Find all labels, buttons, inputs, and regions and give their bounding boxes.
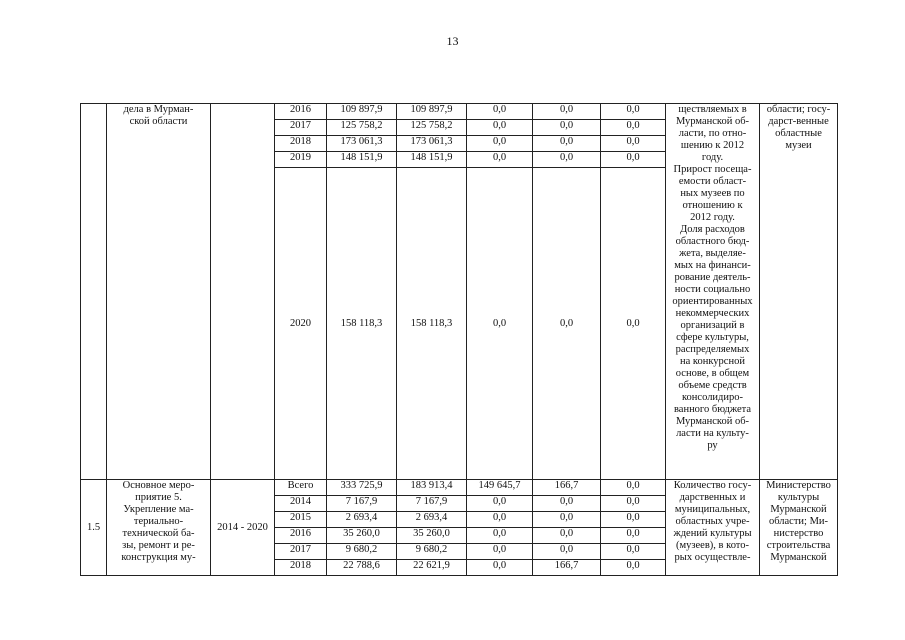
total-cell: 109 897,9 bbox=[327, 104, 397, 120]
regional-budget-cell: 7 167,9 bbox=[397, 496, 467, 512]
year-cell: 2017 bbox=[275, 120, 327, 136]
regional-budget-cell: 173 061,3 bbox=[397, 136, 467, 152]
total-cell: 2 693,4 bbox=[327, 512, 397, 528]
other-sources-cell: 0,0 bbox=[601, 496, 666, 512]
regional-budget-cell: 22 621,9 bbox=[397, 560, 467, 576]
year-cell: 2018 bbox=[275, 136, 327, 152]
item-title-cell: дела в Мурман- ской области bbox=[107, 104, 211, 480]
year-cell: 2016 bbox=[275, 528, 327, 544]
indicators-cell: ществляемых в Мурманской об- ласти, по отно- шению к 2012 году. Прирост посеща- емости област- ных музеев по отношению к 2012 году. Доля расходов областного бюд- жета, выделяе- мых на финанси- рование деятель- ности социально ориентированных некоммерческих организаций в сфере культуры, распределяемых на конкурсной основе, в общем объеме средств консолидиро- ванного бюджета Мурманской об- ласти на культу- ру bbox=[666, 104, 760, 480]
local-budget-cell: 0,0 bbox=[533, 120, 601, 136]
year-cell: 2017 bbox=[275, 544, 327, 560]
period-cell: 2014 - 2020 bbox=[211, 480, 275, 576]
federal-budget-cell: 0,0 bbox=[467, 560, 533, 576]
other-sources-cell: 0,0 bbox=[601, 544, 666, 560]
regional-budget-cell: 2 693,4 bbox=[397, 512, 467, 528]
federal-budget-cell: 0,0 bbox=[467, 152, 533, 168]
total-cell: 333 725,9 bbox=[327, 480, 397, 496]
local-budget-cell: 166,7 bbox=[533, 480, 601, 496]
other-sources-cell: 0,0 bbox=[601, 120, 666, 136]
other-sources-cell: 0,0 bbox=[601, 168, 666, 480]
local-budget-cell: 0,0 bbox=[533, 136, 601, 152]
indicators-cell: Количество госу- дарственных и муниципальных, областных учре- ждений культуры (музеев), в кото- рых осуществле- bbox=[666, 480, 760, 576]
federal-budget-cell: 0,0 bbox=[467, 104, 533, 120]
federal-budget-cell: 0,0 bbox=[467, 512, 533, 528]
table-row bbox=[81, 104, 838, 120]
local-budget-cell: 0,0 bbox=[533, 104, 601, 120]
regional-budget-cell: 9 680,2 bbox=[397, 544, 467, 560]
other-sources-cell: 0,0 bbox=[601, 136, 666, 152]
local-budget-cell: 0,0 bbox=[533, 544, 601, 560]
local-budget-cell: 0,0 bbox=[533, 168, 601, 480]
year-cell: 2020 bbox=[275, 168, 327, 480]
regional-budget-cell: 183 913,4 bbox=[397, 480, 467, 496]
total-cell: 7 167,9 bbox=[327, 496, 397, 512]
federal-budget-cell: 149 645,7 bbox=[467, 480, 533, 496]
year-cell: 2015 bbox=[275, 512, 327, 528]
total-cell: 173 061,3 bbox=[327, 136, 397, 152]
other-sources-cell: 0,0 bbox=[601, 560, 666, 576]
other-sources-cell: 0,0 bbox=[601, 104, 666, 120]
total-cell: 22 788,6 bbox=[327, 560, 397, 576]
regional-budget-cell: 125 758,2 bbox=[397, 120, 467, 136]
total-cell: 35 260,0 bbox=[327, 528, 397, 544]
total-cell: 9 680,2 bbox=[327, 544, 397, 560]
total-cell: 125 758,2 bbox=[327, 120, 397, 136]
regional-budget-cell: 109 897,9 bbox=[397, 104, 467, 120]
year-cell: 2019 bbox=[275, 152, 327, 168]
period-cell bbox=[211, 104, 275, 480]
local-budget-cell: 166,7 bbox=[533, 560, 601, 576]
other-sources-cell: 0,0 bbox=[601, 512, 666, 528]
regional-budget-cell: 158 118,3 bbox=[397, 168, 467, 480]
item-number-cell: 1.5 bbox=[81, 480, 107, 576]
local-budget-cell: 0,0 bbox=[533, 152, 601, 168]
local-budget-cell: 0,0 bbox=[533, 496, 601, 512]
other-sources-cell: 0,0 bbox=[601, 480, 666, 496]
page-number: 13 bbox=[446, 34, 459, 48]
total-cell: 148 151,9 bbox=[327, 152, 397, 168]
year-cell: 2016 bbox=[275, 104, 327, 120]
year-cell: 2014 bbox=[275, 496, 327, 512]
year-cell: 2018 bbox=[275, 560, 327, 576]
federal-budget-cell: 0,0 bbox=[467, 544, 533, 560]
regional-budget-cell: 35 260,0 bbox=[397, 528, 467, 544]
federal-budget-cell: 0,0 bbox=[467, 496, 533, 512]
other-sources-cell: 0,0 bbox=[601, 528, 666, 544]
federal-budget-cell: 0,0 bbox=[467, 136, 533, 152]
other-sources-cell: 0,0 bbox=[601, 152, 666, 168]
executors-cell: Министерство культуры Мурманской области; Ми- нистерство строительства Мурманской bbox=[760, 480, 838, 576]
year-cell: Всего bbox=[275, 480, 327, 496]
regional-budget-cell: 148 151,9 bbox=[397, 152, 467, 168]
federal-budget-cell: 0,0 bbox=[467, 528, 533, 544]
item-number-cell bbox=[81, 104, 107, 480]
program-budget-table bbox=[80, 103, 838, 576]
table-row bbox=[81, 480, 838, 496]
total-cell: 158 118,3 bbox=[327, 168, 397, 480]
item-title-cell: Основное меро- приятие 5. Укрепление ма- териально- технической ба- зы, ремонт и ре- конструкция му- bbox=[107, 480, 211, 576]
local-budget-cell: 0,0 bbox=[533, 528, 601, 544]
federal-budget-cell: 0,0 bbox=[467, 168, 533, 480]
executors-cell: области; госу- дарст-венные областные музеи bbox=[760, 104, 838, 480]
federal-budget-cell: 0,0 bbox=[467, 120, 533, 136]
local-budget-cell: 0,0 bbox=[533, 512, 601, 528]
